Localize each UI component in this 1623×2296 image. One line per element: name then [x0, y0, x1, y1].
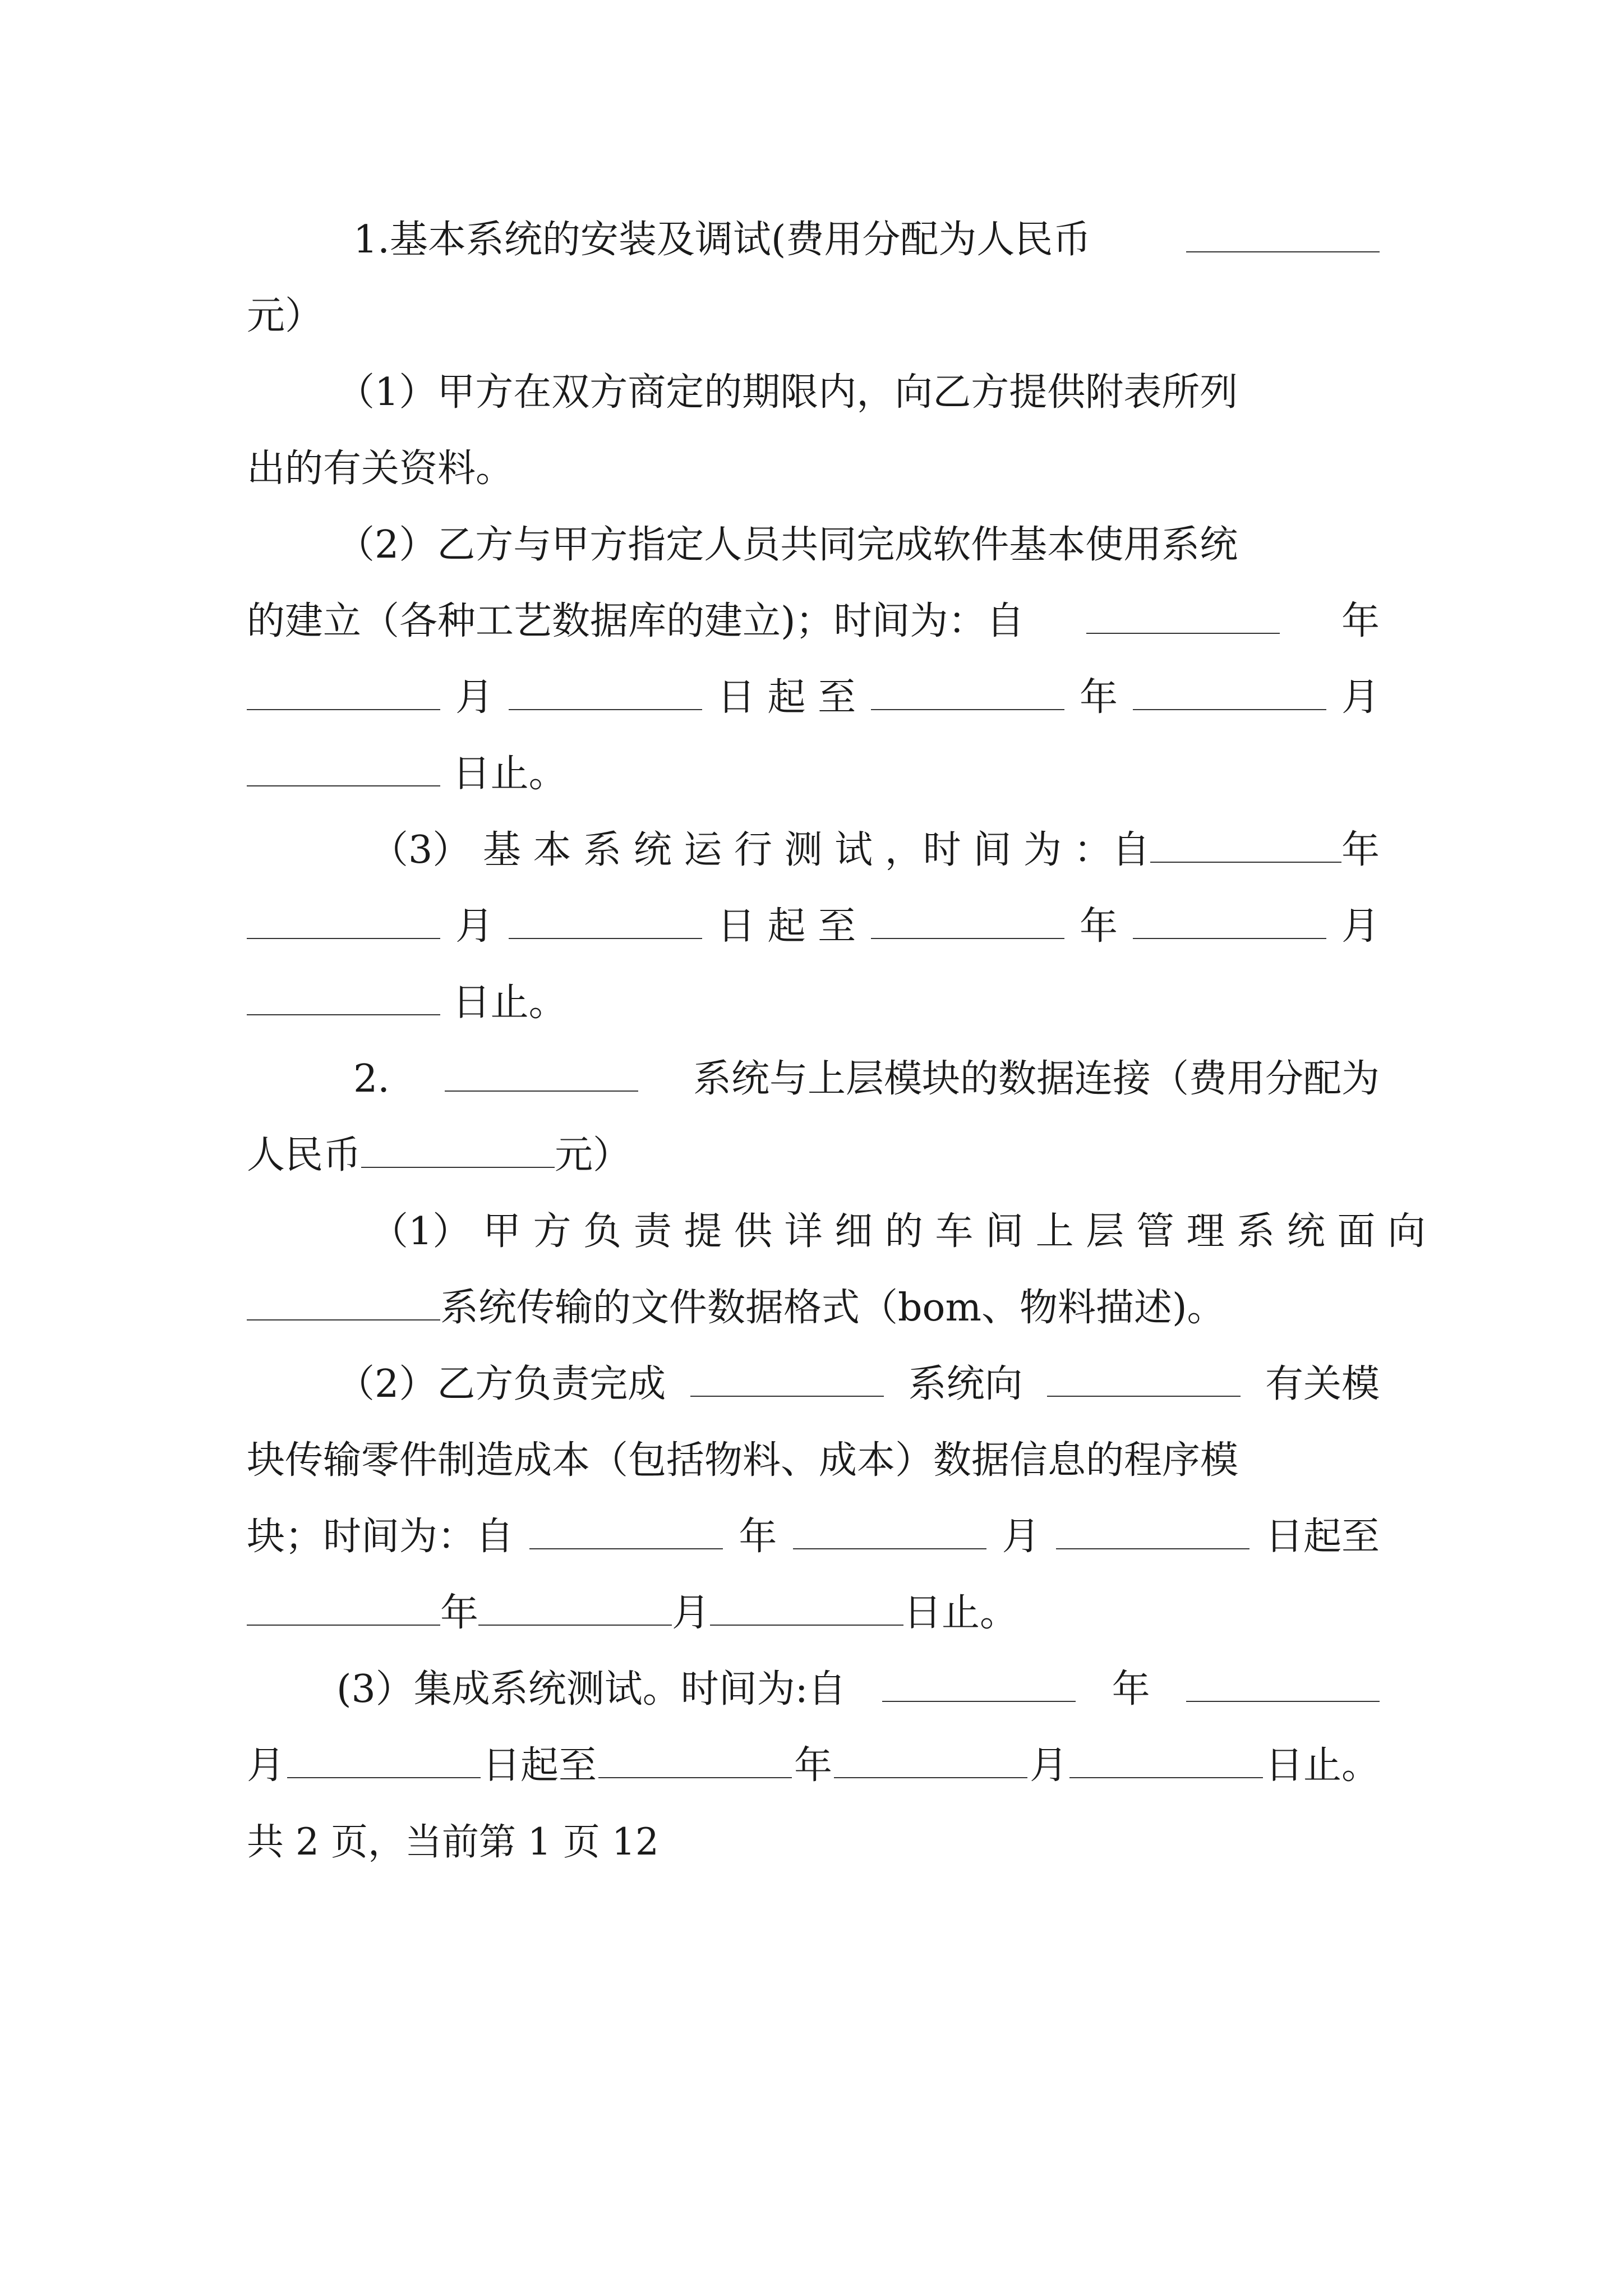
fill-blank-month	[1133, 904, 1326, 939]
text-segment: 月	[455, 904, 494, 949]
text-segment: 块传输零件制造成本（包括物料、成本）数据信息的程序模	[247, 1438, 1239, 1483]
text-segment: 年	[1112, 1667, 1150, 1711]
text-segment: （2）乙方与甲方指定人员共同完成软件基本使用系统	[336, 523, 1238, 567]
text-segment: 有关模	[1265, 1362, 1380, 1406]
text-segment: 年	[1080, 675, 1118, 720]
text-segment: 年	[1341, 599, 1380, 643]
clause-2-heading-cont	[247, 1117, 1380, 1194]
text-segment: 月	[1341, 675, 1380, 720]
text-segment: 年	[739, 1515, 777, 1559]
text-segment: 月	[1029, 1743, 1068, 1788]
text-segment: 年	[440, 1591, 479, 1635]
fill-blank-module	[1047, 1362, 1241, 1397]
clause-1-item-2	[247, 507, 1380, 583]
fill-blank-day	[509, 904, 702, 939]
text-segment: 出的有关资料。	[247, 447, 514, 491]
clause-1-item-1	[247, 355, 1380, 431]
text-segment: 元）	[555, 1133, 631, 1177]
fill-blank-system	[690, 1362, 884, 1397]
clause-2-item-1-cont	[247, 1270, 1380, 1346]
text-segment: 日起至	[1265, 1515, 1380, 1559]
fill-blank-year	[247, 1591, 440, 1626]
text-segment: 2.	[353, 1057, 390, 1101]
clause-2-item-2-cont	[247, 1423, 1380, 1499]
text-segment: 日止。	[452, 752, 567, 796]
text-segment: 日 起 至	[717, 904, 856, 949]
fill-blank-system	[247, 1286, 440, 1320]
clause-1-item-2-end	[247, 736, 1380, 812]
fill-blank-amount	[361, 1133, 555, 1168]
fill-blank-month	[793, 1515, 986, 1549]
text-segment: 日 起 至	[717, 675, 856, 720]
clause-1-item-3	[247, 812, 1380, 889]
text-segment: 块；时间为：自	[247, 1515, 514, 1559]
text-segment: （1） 甲 方 负 责 提 供 详 细 的 车 间 上 层 管 理 系 统 面 向	[370, 1209, 1426, 1254]
text-segment: 月	[455, 675, 494, 720]
text-segment: 日止。	[452, 981, 567, 1025]
fill-blank-day	[287, 1743, 481, 1778]
text-segment: 月	[247, 1743, 285, 1788]
fill-blank-day	[247, 752, 440, 786]
fill-blank-day	[247, 981, 440, 1015]
document-body	[247, 202, 1426, 1880]
text-segment: （1）甲方在双方商定的期限内，向乙方提供附表所列	[336, 370, 1238, 415]
text-segment: 月	[1002, 1515, 1040, 1559]
text-segment: 日止。	[903, 1591, 1018, 1635]
fill-blank-year	[882, 1667, 1076, 1702]
fill-blank-month	[478, 1591, 672, 1626]
clause-2-item-2-dates	[247, 1499, 1380, 1575]
clause-2-item-2	[247, 1346, 1380, 1423]
fill-blank-month	[1186, 1667, 1380, 1702]
fill-blank-amount	[1186, 218, 1380, 252]
clause-1-heading	[247, 202, 1380, 278]
text-segment: 日止。	[1265, 1743, 1380, 1788]
clause-2-item-3-dates	[247, 1728, 1380, 1804]
text-segment: 月	[1341, 904, 1380, 949]
clause-1-item-3-dates	[247, 889, 1380, 965]
text-segment: 年	[1080, 904, 1118, 949]
text-segment: （2）乙方负责完成	[336, 1362, 666, 1406]
page-indicator: 共 2 页，当前第 1 页 12	[247, 1820, 659, 1864]
fill-blank-day	[509, 675, 702, 710]
fill-blank-month	[247, 675, 440, 710]
fill-blank-year	[598, 1743, 792, 1778]
text-segment: 年	[794, 1743, 832, 1788]
text-segment: 人民币	[247, 1133, 362, 1177]
clause-2-item-3	[247, 1651, 1380, 1728]
text-segment: 1.基本系统的安装及调试(费用分配为人民币	[353, 218, 1091, 262]
clause-1-heading-cont	[247, 278, 1380, 355]
text-segment: 系统与上层模块的数据连接（费用分配为	[693, 1057, 1380, 1101]
text-segment: 日起至	[482, 1743, 597, 1788]
fill-blank-year	[529, 1515, 723, 1549]
fill-blank-day	[1056, 1515, 1249, 1549]
fill-blank-day	[1069, 1743, 1263, 1778]
fill-blank-month	[1133, 675, 1326, 710]
fill-blank-year	[871, 904, 1064, 939]
text-segment: (3）集成系统测试。时间为:自	[336, 1667, 846, 1711]
fill-blank-year	[871, 675, 1064, 710]
text-segment: 元）	[247, 294, 324, 338]
clause-2-item-2-end	[247, 1575, 1380, 1651]
clause-1-item-2-dates	[247, 660, 1380, 736]
clause-2-item-1	[247, 1194, 1426, 1270]
text-segment: 的建立（各种工艺数据库的建立)；时间为：自	[247, 599, 1025, 643]
fill-blank-year	[1086, 599, 1280, 634]
text-segment: 年	[1341, 828, 1380, 872]
clause-1-item-3-end	[247, 965, 1380, 1041]
fill-blank-year	[1150, 828, 1341, 863]
clause-1-item-1-cont	[247, 431, 1380, 507]
fill-blank-day	[710, 1591, 903, 1626]
text-segment: 月	[672, 1591, 711, 1635]
text-segment: （3） 基 本 系 统 运 行 测 试 ，时 间 为 ：自	[370, 828, 1150, 872]
text-segment: 系统传输的文件数据格式（bom、物料描述)。	[440, 1286, 1225, 1330]
fill-blank-month	[834, 1743, 1027, 1778]
page-footer	[247, 1804, 1380, 1880]
text-segment: 系统向	[908, 1362, 1023, 1406]
fill-blank-system	[445, 1057, 638, 1092]
clause-2-heading	[247, 1041, 1380, 1117]
clause-1-item-2-cont	[247, 583, 1380, 660]
fill-blank-month	[247, 904, 440, 939]
